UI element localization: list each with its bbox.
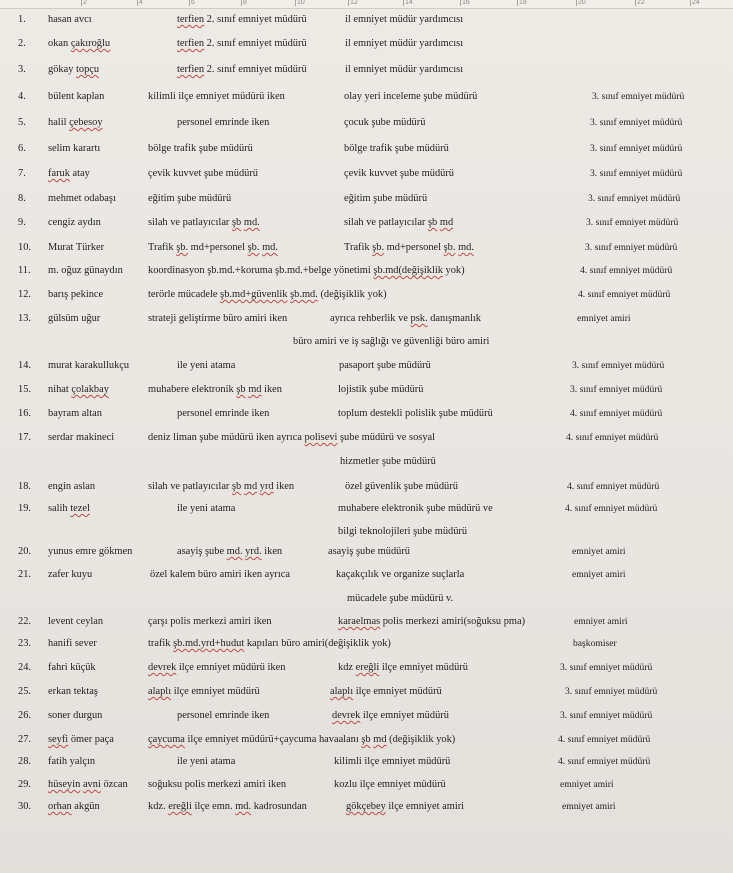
person-name: seyfi ömer paça (48, 734, 114, 745)
ruler-tick: 24 (692, 0, 700, 6)
person-name: zafer kuyu (48, 569, 93, 580)
new-position: alaplı ilçe emniyet müdürü (330, 686, 442, 697)
rank: emniyet amiri (560, 779, 614, 790)
person-name: soner durgun (48, 710, 103, 721)
rank: 4. sınıf emniyet müdürü (580, 265, 673, 276)
rank: 3. sınıf emniyet müdürü (560, 662, 653, 673)
previous-position: terfien 2. sınıf emniyet müdürü (177, 64, 307, 75)
person-name: okan çakıroğlu (48, 38, 111, 49)
row-number: 16. (18, 408, 31, 419)
previous-position: personel emrinde iken (177, 117, 270, 128)
person-name: nihat çolakbay (48, 384, 109, 395)
person-name: halil çebesoy (48, 117, 103, 128)
person-name: barış pekince (48, 289, 104, 300)
person-name: salih tezel (48, 503, 90, 514)
rank: 3. sınıf emniyet müdürü (592, 91, 685, 102)
new-position: kozlu ilçe emniyet müdürü (334, 779, 446, 790)
new-position: kilimli ilçe emniyet müdürü (334, 756, 451, 767)
person-name: gökay topçu (48, 64, 100, 75)
previous-position: personel emrinde iken (177, 408, 270, 419)
ruler-tick: 2 (83, 0, 87, 6)
previous-position: çevik kuvvet şube müdürü (148, 168, 258, 179)
rank: 4. sınıf emniyet müdürü (558, 734, 651, 745)
previous-position: silah ve patlayıcılar şb md yrd iken (148, 481, 295, 492)
row-number: 17. (18, 432, 31, 443)
row-number: 26. (18, 710, 31, 721)
rank: 4. sınıf emniyet müdürü (570, 408, 663, 419)
new-position: muhabere elektronik şube müdürü ve (338, 503, 493, 514)
previous-position: ile yeni atama (177, 360, 236, 371)
previous-position: Trafik şb. md+personel şb. md. (148, 242, 278, 253)
previous-position: kdz. ereğli ilçe emn. md. kadrosundan (148, 801, 307, 812)
person-name: hasan avcı (48, 14, 92, 25)
rank: 4. sınıf emniyet müdürü (565, 503, 658, 514)
person-name: Murat Türker (48, 242, 105, 253)
ruler-tick: 4 (139, 0, 143, 6)
rank: 3. sınıf emniyet müdürü (590, 117, 683, 128)
rank: emniyet amiri (577, 313, 631, 324)
new-position: pasaport şube müdürü (339, 360, 431, 371)
ruler-tick: 20 (578, 0, 586, 6)
previous-position: trafik şb.md.yrd+hudut kapıları büro amiri(değişiklik yok) (148, 638, 391, 649)
row-number: 11. (18, 265, 31, 276)
new-position: eğitim şube müdürü (344, 193, 428, 204)
row-number: 15. (18, 384, 31, 395)
new-position: il emniyet müdür yardımcısı (345, 14, 464, 25)
row-number: 18. (18, 481, 31, 492)
person-name: orhan akgün (48, 801, 100, 812)
person-name: yunus emre gökmen (48, 546, 133, 557)
new-position: ayrıca rehberlik ve psk. danışmanlık (330, 313, 481, 324)
previous-position: çarşı polis merkezi amiri iken (148, 616, 272, 627)
person-name: cengiz aydın (48, 217, 101, 228)
person-name: mehmet odabaşı (48, 193, 116, 204)
row-number: 28. (18, 756, 31, 767)
person-name: bülent kaplan (48, 91, 105, 102)
rank: 4. sınıf emniyet müdürü (567, 481, 660, 492)
previous-position: asayiş şube md. yrd. iken (177, 546, 283, 557)
new-position: kaçakçılık ve organize suçlarla (336, 569, 465, 580)
previous-position: ile yeni atama (177, 756, 236, 767)
row-number: 21. (18, 569, 31, 580)
rank: 4. sınıf emniyet müdürü (566, 432, 659, 443)
previous-position: eğitim şube müdürü (148, 193, 232, 204)
ruler-tick: 16 (462, 0, 470, 6)
new-position: asayiş şube müdürü (328, 546, 410, 557)
row-number: 7. (18, 168, 26, 179)
row-number: 9. (18, 217, 26, 228)
new-position: Trafik şb. md+personel şb. md. (344, 242, 474, 253)
ruler-tick: 18 (519, 0, 527, 6)
previous-position: koordinasyon şb.md.+koruma şb.md.+belge yönetimi şb.md(değişiklik yok) (148, 265, 465, 276)
person-name: engin aslan (48, 481, 96, 492)
row-number: 10. (18, 242, 31, 253)
new-position: özel güvenlik şube müdürü (345, 481, 458, 492)
ruler-tick: 22 (637, 0, 645, 6)
rank: 4. sınıf emniyet müdürü (578, 289, 671, 300)
previous-position: kilimli ilçe emniyet müdürü iken (148, 91, 285, 102)
row-number: 29. (18, 779, 31, 790)
rank: emniyet amiri (572, 569, 626, 580)
person-name: fatih yalçın (48, 756, 96, 767)
new-position: bilgi teknolojileri şube müdürü (338, 526, 468, 537)
row-number: 5. (18, 117, 26, 128)
new-position: mücadele şube müdürü v. (347, 593, 454, 604)
row-number: 22. (18, 616, 31, 627)
person-name: hüseyin avni özcan (48, 779, 128, 790)
previous-position: devrek ilçe emniyet müdürü iken (148, 662, 286, 673)
rank: 4. sınıf emniyet müdürü (558, 756, 651, 767)
rank: 3. sınıf emniyet müdürü (572, 360, 665, 371)
person-name: bayram altan (48, 408, 102, 419)
new-position: gökçebey ilçe emniyet amiri (346, 801, 465, 812)
row-number: 8. (18, 193, 26, 204)
new-position: karaelmas polis merkezi amiri(soğuksu pma) (338, 616, 526, 627)
previous-position: terfien 2. sınıf emniyet müdürü (177, 14, 307, 25)
row-number: 24. (18, 662, 31, 673)
rank: 3. sınıf emniyet müdürü (590, 168, 683, 179)
new-position: il emniyet müdür yardımcısı (345, 64, 464, 75)
row-number: 23. (18, 638, 31, 649)
ruler-tick: 8 (243, 0, 247, 6)
new-position: hizmetler şube müdürü (340, 456, 436, 467)
rank: emniyet amiri (572, 546, 626, 557)
rank: 3. sınıf emniyet müdürü (588, 193, 681, 204)
ruler-tick: 14 (405, 0, 413, 6)
person-name: levent ceylan (48, 616, 104, 627)
previous-position: özel kalem büro amiri iken ayrıca (150, 569, 291, 580)
rank: emniyet amiri (562, 801, 616, 812)
rank: 3. sınıf emniyet müdürü (565, 686, 658, 697)
ruler-tick: 6 (191, 0, 195, 6)
person-name: m. oğuz günaydın (48, 265, 123, 276)
new-position: bölge trafik şube müdürü (344, 143, 449, 154)
row-number: 14. (18, 360, 31, 371)
row-number: 2. (18, 38, 26, 49)
previous-position: çaycuma ilçe emniyet müdürü+çaycuma havaalanı şb md (değişiklik yok) (148, 734, 456, 745)
row-number: 27. (18, 734, 31, 745)
row-number: 1. (18, 14, 26, 25)
row-number: 4. (18, 91, 26, 102)
previous-position: personel emrinde iken (177, 710, 270, 721)
ruler-tick: 10 (297, 0, 305, 6)
previous-position: terfien 2. sınıf emniyet müdürü (177, 38, 307, 49)
new-position: silah ve patlayıcılar şb md (344, 217, 454, 228)
person-name: erkan tektaş (48, 686, 98, 697)
new-position: lojistik şube müdürü (338, 384, 424, 395)
rank: 3. sınıf emniyet müdürü (590, 143, 683, 154)
row-number: 19. (18, 503, 31, 514)
rank: 3. sınıf emniyet müdürü (586, 217, 679, 228)
previous-position: alaplı ilçe emniyet müdürü (148, 686, 260, 697)
row-number: 12. (18, 289, 31, 300)
person-name: hanifi sever (48, 638, 97, 649)
row-number: 6. (18, 143, 26, 154)
previous-position: bölge trafik şube müdürü (148, 143, 253, 154)
previous-position: soğuksu polis merkezi amiri iken (148, 779, 287, 790)
row-number: 25. (18, 686, 31, 697)
previous-position: muhabere elektronik şb md iken (148, 384, 282, 395)
person-name: murat karakullukçu (48, 360, 130, 371)
previous-position: strateji geliştirme büro amiri iken (148, 313, 288, 324)
new-position: kdz ereğli ilçe emniyet müdürü (338, 662, 468, 673)
person-name: serdar makineci (48, 432, 115, 443)
person-name: selim karartı (48, 143, 101, 154)
row-number: 20. (18, 546, 31, 557)
person-name: fahri küçük (48, 662, 96, 673)
row-number: 3. (18, 64, 26, 75)
rank: 3. sınıf emniyet müdürü (585, 242, 678, 253)
previous-position: ile yeni atama (177, 503, 236, 514)
person-name: gülsüm uğur (48, 313, 101, 324)
person-name: faruk atay (48, 168, 90, 179)
rank: 3. sınıf emniyet müdürü (560, 710, 653, 721)
new-position: çevik kuvvet şube müdürü (344, 168, 454, 179)
new-position: büro amiri ve iş sağlığı ve güvenliği büro amiri (293, 336, 490, 347)
row-number: 30. (18, 801, 31, 812)
rank: 3. sınıf emniyet müdürü (570, 384, 663, 395)
new-position: il emniyet müdür yardımcısı (345, 38, 464, 49)
new-position: olay yeri inceleme şube müdürü (344, 91, 478, 102)
previous-position: deniz liman şube müdürü iken ayrıca polisevi şube müdürü ve sosyal (148, 432, 436, 443)
previous-position: silah ve patlayıcılar şb md. (148, 217, 260, 228)
new-position: çocuk şube müdürü (344, 117, 426, 128)
row-number: 13. (18, 313, 31, 324)
rank: emniyet amiri (574, 616, 628, 627)
previous-position: terörle mücadele şb.md+güvenlik şb.md. (değişiklik yok) (148, 289, 387, 300)
ruler-tick: 12 (350, 0, 358, 6)
new-position: devrek ilçe emniyet müdürü (332, 710, 449, 721)
new-position: toplum destekli polislik şube müdürü (338, 408, 493, 419)
rank: başkomiser (573, 638, 617, 649)
